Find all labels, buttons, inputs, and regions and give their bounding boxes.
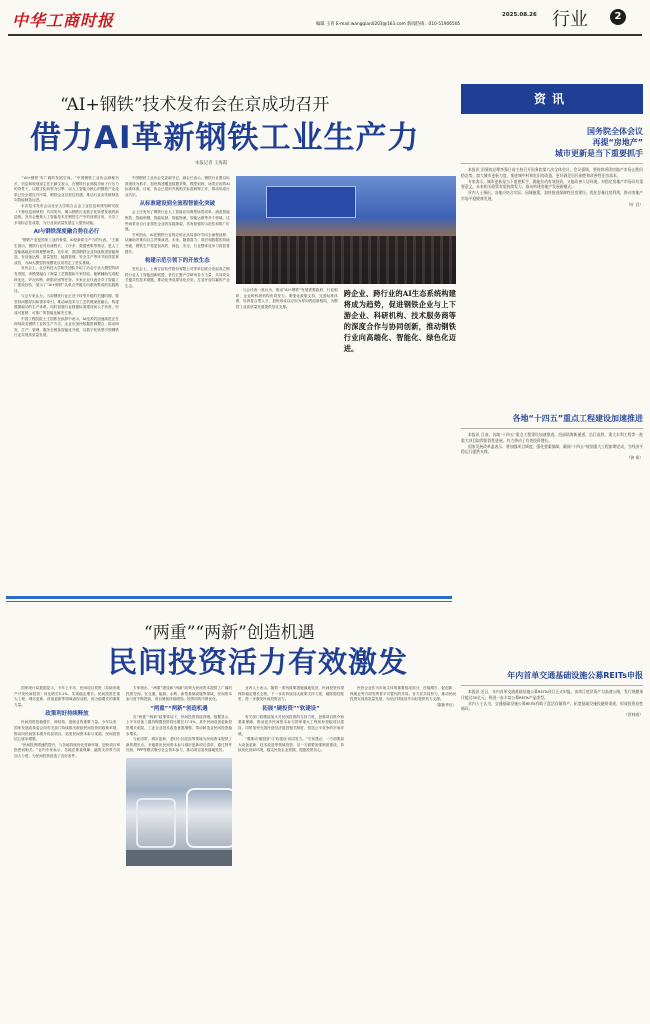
- article2-subheading: “两重”“两新”创造机遇: [150, 705, 208, 712]
- news-source: （钟 泰）: [626, 455, 643, 461]
- paragraph: 会上还发布了钢铁行业人工智能应用典型场景清单，涵盖智能炼铁、智能炼钢、智能轧制、智能物流、智能运维等多个领域。这些场景来自行业领先企业的实践探索，具有较强的示范性和推广价值。: [124, 210, 230, 232]
- sidebar-news2-body: [461, 432, 643, 656]
- paragraph: 专家表示，城市更新是当下重要抓手，既能拉动有效投资，又能改善人居环境，对稳定房地产市场具有重要意义。未来相关政策有望持续发力，推动构建房地产发展新模式。: [461, 178, 643, 190]
- end-note: （据新华社）: [434, 702, 456, 707]
- article2-kicker: “两重”“两新”创造机遇: [144, 623, 315, 643]
- masthead-rule: [8, 34, 642, 36]
- paragraph: 业内人士表示，随着一系列政策措施落地见效，民间投资有望保持稳定增长态势，下一步应持续加大政策支持力度，破除隐性壁垒，进一步激发民间投资活力。: [238, 686, 344, 702]
- sidebar-news1-title: [461, 126, 643, 159]
- paragraph: 国家发展改革委表示，将加强项目调度，强化要素保障，确保“十四五”规划重大工程如期完成，为经济平稳运行提供支撑。: [461, 443, 643, 455]
- paragraph: 本次技术发布会由北京大学联合会金工业信息和规划研究院（下称信息和规划）共同发布，揭示钢铁行业数字化转型发展的新趋势。发布会聚焦人工智能技术在钢铁生产中的深度应用，分享了多项标志性成果，为行业高质量发展注入强劲动能。: [14, 203, 119, 225]
- sidebar-news2-title: 各地“十四五”重点工程建设加速推进: [512, 414, 643, 423]
- paragraph: 与此同时，城市更新、老旧小区改造等领域为民间资本提供了新的增长点。多地推出民间资本参与城市更新项目清单，通过特许经营、PPP等模式吸引社会资本参与，推动项目加快落地见效。: [126, 737, 232, 753]
- article1-col1: [14, 176, 119, 596]
- pullquote: 跨企业、跨行业的AI生态系统构建将成为趋势，促进钢铁企业与上下游企业、科研机构、技术服务商等的深度合作与协同创新，推动钢铁行业向高端化、智能化、绿色化迈进。: [343, 289, 456, 353]
- sidebar: [461, 84, 643, 1018]
- article1-col2: [125, 176, 230, 596]
- title-line: 城市更新是当下重要抓手: [555, 149, 643, 158]
- paragraph: 本报讯 近日，年内首单交通基础设施公募REITs项目正式申报。该项目底层资产为高速公路，发行规模预计超过30亿元，将进一步丰富公募REITs产品类型。: [461, 689, 643, 700]
- factory-photo: [126, 758, 232, 866]
- paragraph: 专家指出，AI在钢铁行业的应用正从局部环节向全流程延伸，从辅助决策向自主决策演进。未来，随着算力、算法和数据的持续突破，钢铁生产将更加高效、绿色、安全，行业整体竞争力将显著提升。: [124, 232, 230, 254]
- paragraph: 在“两重”“两新”政策带动下，民间投资持续回暖。数据显示，上半年设备工器具购置投资同比增长17.3%，其中民间设备更新投资增长明显，工业企业技术改造意愿增强，带动制造业民间投资稳步增长。: [126, 714, 232, 736]
- article2-headline: 民间投资活力有效激发: [108, 645, 409, 679]
- article1-kicker: “AI+钢铁”技术发布会在京成功召开: [60, 95, 330, 115]
- conference-photo: [236, 176, 456, 284]
- blue-accent-bar: [6, 601, 452, 602]
- blue-accent-bar: [6, 596, 452, 599]
- issue-date: 2025.08.26: [502, 12, 537, 18]
- article2-col3: [238, 686, 344, 1016]
- article2-body: [14, 686, 456, 1016]
- paragraph: 民营企业作为市场主体的重要组成部分，在稳增长、促创新、保就业等方面发挥着不可替代的作用。各方应共同努力，推动民间投资实现高质量发展，为经济持续回升向好提供有力支撑。: [350, 686, 456, 702]
- sidebar-header: 资讯: [461, 84, 643, 114]
- paragraph: 中国工程院院士王国栋在致辞中表示，AI技术的加速演进正在深刻改变钢铁工业的生产方式，企业应加快数据资源整合，推动研发、生产、管理、服务全链条智能化升级，以数字化转型引领钢铁行业实现高质量发展。: [14, 316, 119, 338]
- article2-col4: [350, 686, 456, 1016]
- paragraph: “‘AI+钢铁’有广阔的发展空间。”中国钢铁工业协会副秘书长、信息和规划部主任王颖生表示，在钢铁行业面临市场下行压力的背景下，以数字化转型为引擎、以人工智能为核心的钢铁产业变革已经全面拉开序幕，钢铁企业应抓住机遇，推动行业由传统制造向智能制造迈进。: [14, 176, 119, 203]
- article2-col2: [126, 686, 232, 1016]
- paragraph: “民间投资增速的提升，与各地持续优化营商环境、加快项目审批密切相关。”业内专家表示，各地在要素保障、融资支持等方面加大力度，为民间投资创造了良好条件。: [14, 742, 120, 758]
- paragraph: 有关部门将继续加大对民间投资的支持力度，加强项目推介和要素保障，推动更多民间资本参与国家重大工程和补短板项目建设，同时加快完善民营经济促进相关制度，营造公平竞争的市场环境。: [238, 714, 344, 736]
- article1-subheading: 构建示范引领下的开放生态: [144, 258, 210, 265]
- divider: [461, 685, 643, 686]
- article1-byline: 本报记者 王海霞: [195, 161, 228, 166]
- divider: [461, 428, 643, 429]
- paragraph: “钢铁产业是国家工业的脊梁，AI是新质生产力的代表。”王颖生指出，钢铁行业具有流程长、工序多、数据密集等特点，是人工智能落地应用的理想场景。近年来，我国钢铁企业持续推进智能制造，在设备运维、质量管控、能源管理、安全生产等环节取得显著成效，为AI大模型的规模化应用奠定了坚实基础。: [14, 238, 119, 265]
- sidebar-news3-title: 年内首单交通基础设施公募REITs申报: [507, 671, 643, 680]
- article1-body: [14, 176, 456, 596]
- paragraph: 发布会上，北京科技大学相关团队介绍了冶金专业大模型的研发进展，该模型融合了海量工艺数据和专家经验，能够辅助完成配料优化、炉况诊断、缺陷识别等任务。多家企业代表分享了智能工厂建设经验，展示了“AI+钢铁”从单点突破走向系统集成的实践路径。: [14, 266, 119, 293]
- paragraph: “要推动‘硬投资’与‘软建设’协同发力。”专家建议，一方面要加大设备更新、技术改造等领域投资，另一方面要加强制度建设，持续优化营商环境，稳定民营企业预期，提振投资信心。: [238, 737, 344, 753]
- paragraph: 业内人士指出，各地应结合实际，因城施策，加快推进保障性住房建设，优化存量住房利用，推动房地产市场平稳健康发展。: [461, 190, 643, 201]
- paragraph: 与会代表一致认为，推动“AI+钢铁”发展需要政府、行业组织、企业和科研机构协同发力。要强化政策支持，完善标准体系，培育复合型人才，加快形成以应用为导向的创新格局，为钢铁工业高质量发展提供坚实支撑。: [235, 288, 338, 309]
- editor-line: 编辑 王青 E-mail:wangqian0203@163.com 新闻热线：010-51906505: [316, 22, 461, 27]
- page-number-badge: 2: [610, 9, 626, 25]
- paragraph: 国家统计局数据显示，今年上半年，民间项目投资（扣除房地产开发民间投资）同比增长5.1%，实现稳定增长。民间投资在重大工程、城市更新、设备更新等领域表现活跃，成为稳增长的重要力量。: [14, 686, 120, 707]
- sidebar-news1-body: [461, 167, 643, 399]
- paragraph: 发布会上，上海宝信软件股份有限公司等单位联合发起成立钢铁行业人工智能创新联盟，旨在汇聚产学研用各方力量，共同攻克关键共性技术难题，推动优秀成果转化应用，打造开放共赢的产业生态。: [124, 267, 230, 288]
- paragraph: 中国钢铁工业协会党委副书记、副会长表示，钢铁行业要以标准建设为抓手，加快构建覆盖数据采集、模型训练、场景应用的AI标准体系。目前，协会已组织开展相关标准研制工作，推动形成行业共识。: [124, 176, 230, 197]
- paragraph: 本报讯 目前，各地“十四五”重点工程建设加速推进。西部陆海新通道、沿江高铁、重大水利工程等一批重大项目取得阶段性进展，有力带动了有效投资增长。: [461, 432, 643, 443]
- news-source: （晋林南）: [624, 712, 643, 718]
- article1-subheading: AI与钢铁深度融合势在必行: [33, 229, 100, 236]
- article2-col1: [14, 686, 120, 1016]
- paragraph: 与会专家认为，当前钢铁行业正处于转型升级的关键时期，要坚持问题导向和需求牵引，推动AI技术与工艺机理深度融合，构建数据驱动的生产体系，同时加强行业数据标准建设和人才培养，形成可复制、可推广的智能化解决方案。: [14, 294, 119, 316]
- section-name: 行业: [552, 9, 588, 30]
- masthead: [0, 0, 650, 48]
- article2-subheading: 政策利好持续释放: [45, 711, 89, 718]
- paragraph: 业内人士认为，交通基础设施公募REITs有助于盘活存量资产，拓宽基础设施投融资渠道，形成投资良性循环。: [461, 700, 643, 712]
- news-source: （叶 君）: [626, 201, 643, 207]
- article1-headline: 借力AI革新钢铁工业生产力: [30, 120, 420, 156]
- title-line: 再提“房地产”: [592, 138, 643, 147]
- article2-subheading: 拓展“硬投资”“软建设”: [262, 705, 320, 712]
- article1-subheading: 从标准建设到全流程智能化突破: [139, 201, 216, 208]
- article1-col3: [236, 176, 456, 596]
- divider: [461, 163, 643, 164]
- title-line: 国务院全体会议: [587, 127, 643, 136]
- paragraph: 专家指出，“两重”建设和“两新”政策为民间资本提供了广阔的投资空间。在交通、能源、水利、新型基础设施等领域，民间资本参与度不断提高，项目储备持续增加，投资结构不断优化。: [126, 686, 232, 702]
- paragraph: 民间投资是稳增长、调结构、促就业的重要力量。今年以来，国家发展改革委会同有关部门持续推出鼓励民间投资的政策举措，推动向民间资本推介优质项目，拓宽民间资本参与渠道，民间投资信心逐步增强。: [14, 720, 120, 742]
- newspaper-logo: 中华工商时报: [12, 11, 115, 30]
- sidebar-news3-body: [461, 689, 643, 919]
- paragraph: 本报讯 国务院总理李强日前主持召开国务院第九次全体会议，会议强调，要持续巩固房地产市场止跌回稳态势，加大城市更新力度，推进城中村和危旧房改造，更好满足居民刚性和改善性住房需求。: [461, 167, 643, 178]
